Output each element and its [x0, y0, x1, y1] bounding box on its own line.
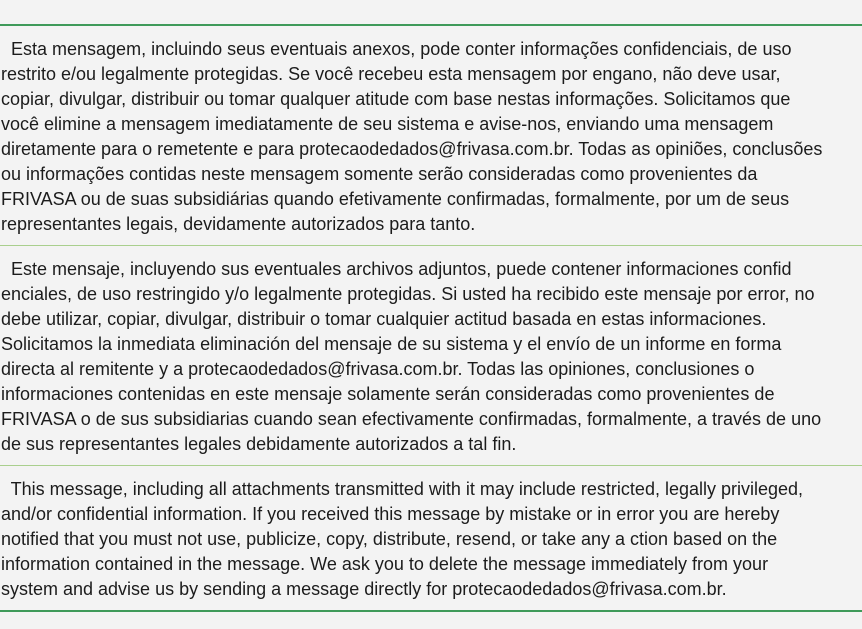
- english-line: notified that you must not use, publicize, copy, distribute, resend, or take any a ction based on the: [1, 529, 778, 549]
- portuguese-line: Esta mensagem, incluindo seus eventuais anexos, pode conter informações confidenciais, de uso: [1, 39, 792, 59]
- portuguese-line: diretamente para o remetente e para protecaodedados@frivasa.com.br. Todas as opiniões, conclusões: [1, 139, 823, 159]
- portuguese-line: restrito e/ou legalmente protegidas. Se você recebeu esta mensagem por engano, não deve usar,: [1, 64, 781, 84]
- section-divider: [0, 465, 862, 466]
- portuguese-line: ou informações contidas neste mensagem somente serão consideradas como provenientes da: [1, 164, 758, 184]
- spanish-line: enciales, de uso restringido y/o legalmente protegidas. Si usted ha recibido este mensaje por error, no: [1, 284, 815, 304]
- spanish-line: informaciones contenidas en este mensaje solamente serán consideradas como provenientes de: [1, 384, 775, 404]
- spanish-line: Este mensaje, incluyendo sus eventuales archivos adjuntos, puede contener informaciones confid: [1, 259, 792, 279]
- spanish-line: de sus representantes legales debidamente autorizados a tal fin.: [1, 434, 517, 454]
- portuguese-disclaimer: [1, 37, 862, 237]
- spanish-disclaimer: [1, 257, 862, 457]
- portuguese-line: FRIVASA ou de suas subsidiárias quando efetivamente confirmadas, formalmente, por um de seus: [1, 189, 790, 209]
- spanish-line: FRIVASA o de sus subsidiarias cuando sean efectivamente confirmadas, formalmente, a través de uno: [1, 409, 822, 429]
- bottom-divider: [0, 610, 862, 612]
- spanish-line: Solicitamos la inmediata eliminación del mensaje de su sistema y el envío de un informe en forma: [1, 334, 782, 354]
- english-line: system and advise us by sending a message directly for protecaodedados@frivasa.com.br.: [1, 579, 727, 599]
- english-disclaimer: [1, 477, 862, 602]
- portuguese-line: copiar, divulgar, distribuir ou tomar qualquer atitude com base nestas informações. Solicitamos que: [1, 89, 791, 109]
- top-divider: [0, 24, 862, 26]
- spanish-line: directa al remitente y a protecaodedados@frivasa.com.br. Todas las opiniones, conclusiones o: [1, 359, 755, 379]
- english-line: This message, including all attachments transmitted with it may include restricted, legally privileged,: [1, 479, 804, 499]
- portuguese-line: você elimine a mensagem imediatamente de seu sistema e avise-nos, enviando uma mensagem: [1, 114, 774, 134]
- portuguese-line: representantes legais, devidamente autorizados para tanto.: [1, 214, 476, 234]
- english-line: and/or confidential information. If you received this message by mistake or in error you are hereby: [1, 504, 780, 524]
- english-line: information contained in the message. We ask you to delete the message immediately from your: [1, 554, 769, 574]
- section-divider: [0, 245, 862, 246]
- spanish-line: debe utilizar, copiar, divulgar, distribuir o tomar cualquier actitud basada en estas informaciones.: [1, 309, 767, 329]
